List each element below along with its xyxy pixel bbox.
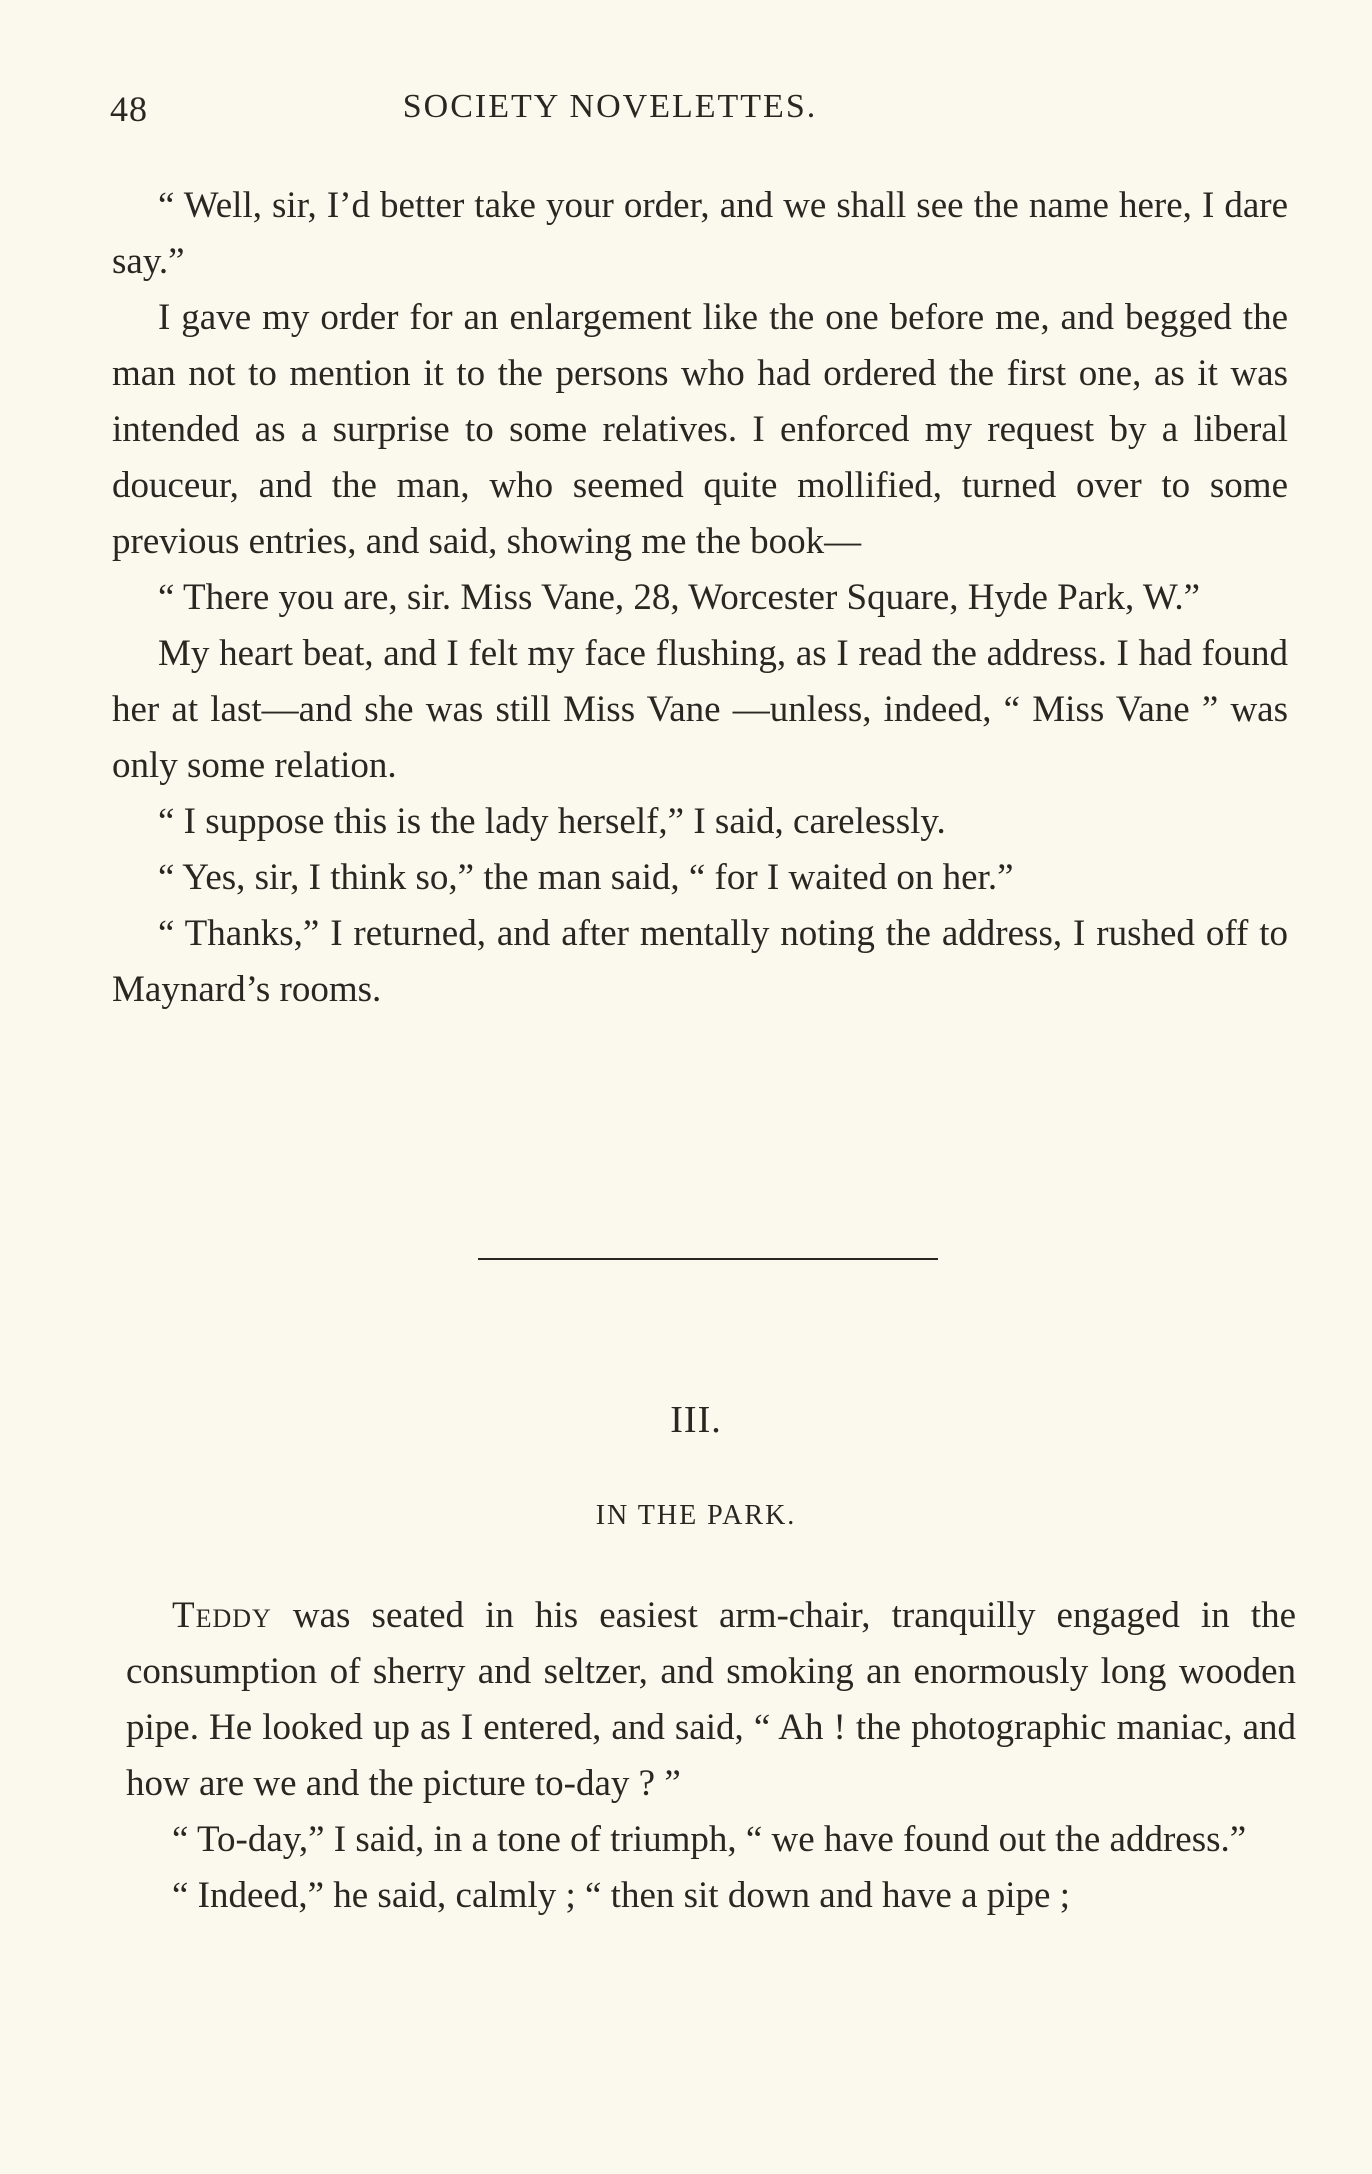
paragraph: “ There you are, sir. Miss Vane, 28, Worcester Square, Hyde Park, W.” <box>158 577 1201 618</box>
running-title: SOCIETY NOVELETTES. <box>402 88 818 125</box>
paragraph: “ Indeed,” he said, calmly ; “ then sit down and have a pipe ; <box>172 1875 1070 1916</box>
paragraph: I gave my order for an enlargement like the one before me, and begged the man not to mention it to the persons who had ordered the first one, as it was intended as a surprise to some relatives. I enforced my request by a liberal douceur, and the man, who seemed quite mollified, turned over to some previous entries, and said, showing me the book— <box>112 297 1288 562</box>
body-text-section-1 <box>112 178 1288 1018</box>
page-header <box>110 88 1292 138</box>
section-divider-rule <box>478 1258 938 1260</box>
paragraph: “ Thanks,” I returned, and after mentally noting the address, I rushed off to Maynard’s rooms. <box>112 913 1288 1010</box>
chapter-title: IN THE PARK. <box>595 1500 797 1531</box>
paragraph: “ Well, sir, I’d better take your order, and we shall see the name here, I dare say.” <box>112 185 1288 282</box>
paragraph: My heart beat, and I felt my face flushing, as I read the address. I had found her at last—and she was still Miss Vane —unless, indeed, “ Miss Vane ” was only some relation. <box>112 633 1288 786</box>
paragraph-text: was seated in his easiest arm-chair, tranquilly engaged in the consumption of sherry and seltzer, and smoking an enormously long wooden pipe. He looked up as I entered, and said, “ Ah ! the photographic maniac, and how are we and the picture to-day ? ” <box>126 1595 1296 1804</box>
paragraph: “ To-day,” I said, in a tone of triumph, “ we have found out the address.” <box>172 1819 1247 1860</box>
page-number: 48 <box>110 89 148 129</box>
body-text-section-2 <box>126 1588 1296 1924</box>
paragraph: “ I suppose this is the lady herself,” I said, carelessly. <box>158 801 946 842</box>
chapter-number: III. <box>670 1399 722 1441</box>
opening-word: Teddy <box>172 1595 272 1636</box>
paragraph: “ Yes, sir, I think so,” the man said, “ for I waited on her.” <box>158 857 1014 898</box>
paragraph <box>126 1588 1296 1812</box>
